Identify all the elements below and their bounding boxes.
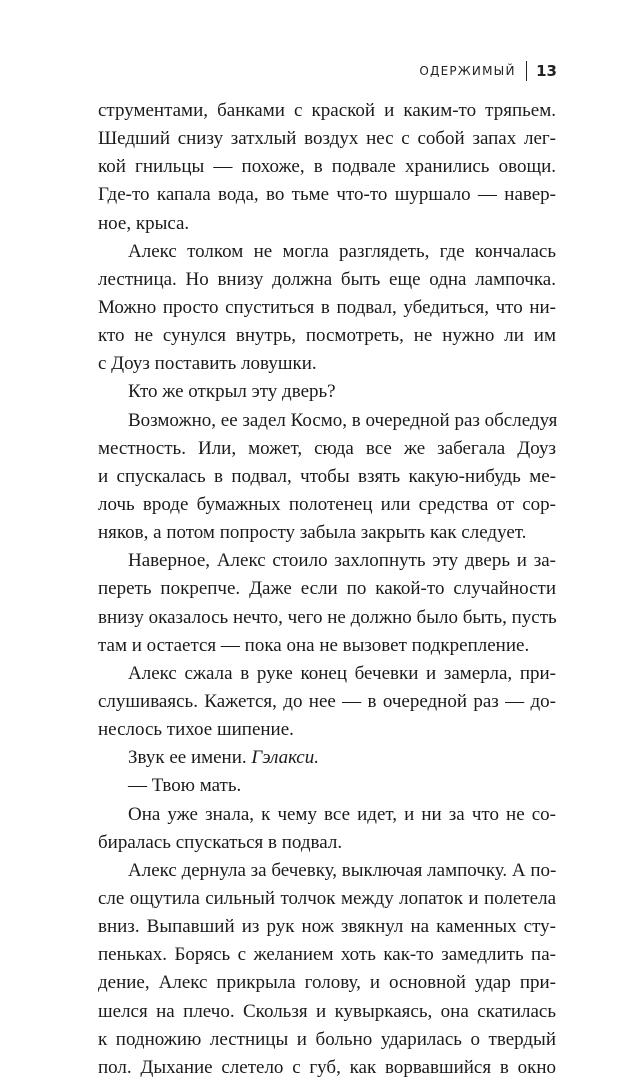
text-line: Алекс сжала в руке конец бечевки и замерла, при- bbox=[128, 662, 556, 684]
text-line: кой гнильцы — похоже, в подвале хранились овощи. bbox=[98, 156, 556, 178]
text-fragment: Звук ее имени. bbox=[128, 747, 247, 769]
body-text bbox=[98, 97, 556, 1082]
text-line: Шедший снизу затхлый воздух нес с собой запах лег- bbox=[98, 128, 556, 150]
text-line bbox=[98, 744, 556, 772]
text-line: ное, крыса. bbox=[98, 212, 190, 234]
text-line: лочь вроде бумажных полотенец или средства от сор- bbox=[98, 493, 556, 515]
text-line: пол. Дыхание слетело с губ, как ворвавшийся в окно bbox=[98, 1056, 556, 1078]
text-line: струментами, банками с краской и каким-то тряпьем. bbox=[98, 100, 556, 121]
text-line: лестница. Но внизу должна быть еще одна лампочка. bbox=[98, 268, 556, 290]
text-line: вниз. Выпавший из рук нож звякнул на каменных сту- bbox=[98, 916, 556, 938]
text-line: слушиваясь. Кажется, до нее — в очередной раз — до- bbox=[98, 690, 556, 712]
text-line: внизу оказалось нечто, чего не должно было быть, пусть bbox=[98, 606, 557, 628]
text-line: Возможно, ее задел Космо, в очередной раз обследуя bbox=[128, 409, 558, 431]
text-line: с Доуз поставить ловушки. bbox=[98, 353, 317, 375]
text-line: кто не сунулся внутрь, посмотреть, не нужно ли им bbox=[98, 325, 556, 347]
text-line: пеньках. Борясь с желанием хоть как-то замедлить па- bbox=[98, 944, 556, 966]
text-line: к подножию лестницы и больно ударилась о твердый bbox=[98, 1028, 556, 1050]
text-line: Алекс дернула за бечевку, выключая лампочку. А по- bbox=[128, 859, 557, 881]
text-line: Алекс толком не могла разглядеть, где кончалась bbox=[128, 240, 556, 262]
italic-fragment: Гэлакси. bbox=[251, 747, 319, 769]
running-header bbox=[419, 60, 557, 82]
text-line: переть покрепче. Даже если по какой-то случайности bbox=[98, 578, 556, 600]
page-number: 13 bbox=[536, 62, 557, 80]
text-line: няков, а потом попросту забыла закрыть как следует. bbox=[98, 522, 527, 544]
text-line: Наверное, Алекс стоило захлопнуть эту дверь и за- bbox=[128, 550, 556, 572]
text-line: там и остается — пока она не вызовет подкрепление. bbox=[98, 634, 530, 656]
text-line: Где-то капала вода, во тьме что-то шуршало — навер- bbox=[98, 184, 556, 206]
text-line: сле ощутила сильный толчок между лопаток и полетела bbox=[98, 887, 556, 909]
running-title: ОДЕРЖИМЫЙ bbox=[419, 64, 516, 78]
text-line: шелся на плечо. Скользя и кувыркаясь, она скатилась bbox=[98, 1000, 556, 1022]
text-line: неслось тихое шипение. bbox=[98, 719, 294, 741]
text-line: дение, Алекс прикрыла голову, и основной удар при- bbox=[98, 972, 556, 994]
text-line: биралась спускаться в подвал. bbox=[98, 831, 343, 853]
text-line: Можно просто спуститься в подвал, убедиться, что ни- bbox=[98, 296, 556, 318]
header-divider bbox=[526, 61, 528, 81]
text-line: Она уже знала, к чему все идет, и ни за что не со- bbox=[128, 803, 556, 825]
text-line: местность. Или, может, сюда все же забегала Доуз bbox=[98, 437, 556, 459]
text-line: Кто же открыл эту дверь? bbox=[128, 381, 336, 403]
text-line: и спускалась в подвал, чтобы взять какую-нибудь ме- bbox=[98, 465, 556, 487]
text-line: — Твою мать. bbox=[128, 775, 242, 797]
